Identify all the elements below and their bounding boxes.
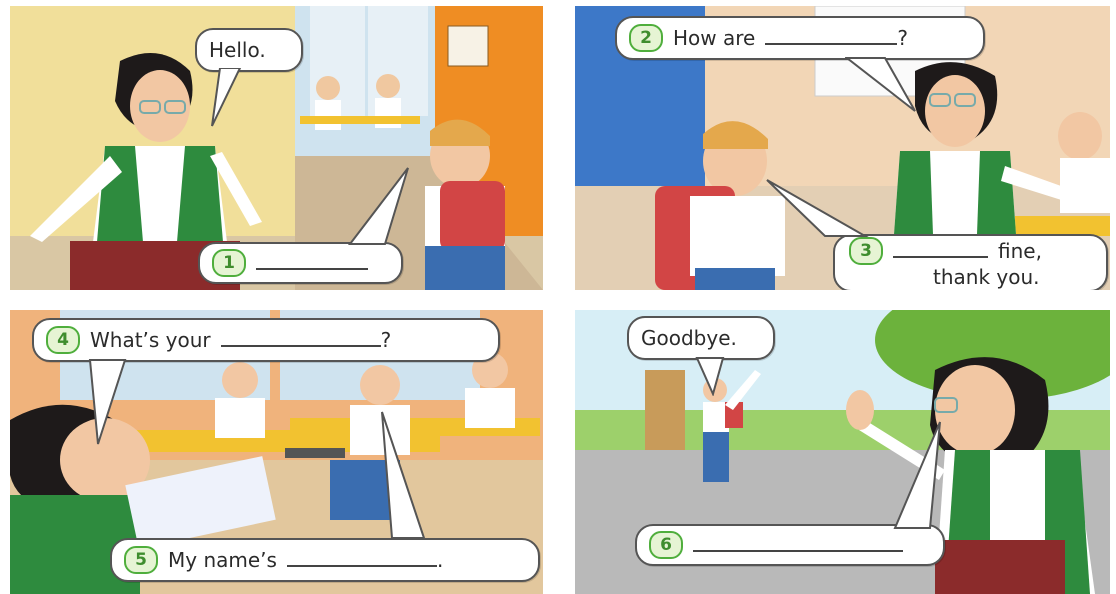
panel-1 — [10, 6, 543, 290]
bubble-text-after: . — [436, 548, 444, 572]
panel-2 — [575, 6, 1110, 290]
bubble-tail — [765, 178, 875, 238]
answer-bubble-3 — [833, 234, 1108, 290]
bubble-text-before: My name’s — [168, 548, 277, 572]
bubble-text-after: fine, — [998, 239, 1042, 263]
speech-bubble-how-are — [615, 16, 985, 60]
number-badge: 5 — [124, 546, 158, 574]
fill-in-blank-6[interactable] — [693, 550, 903, 552]
answer-bubble-5 — [110, 538, 540, 582]
bubble-text: Hello. — [209, 38, 266, 62]
panel-4 — [575, 310, 1110, 594]
fill-in-blank-5[interactable] — [287, 565, 437, 567]
bubble-tail — [845, 56, 925, 116]
speech-bubble-goodbye — [627, 316, 775, 360]
bubble-text-line2: thank you. — [933, 265, 1040, 289]
bubble-tail — [330, 166, 410, 246]
bubble-tail — [380, 410, 430, 540]
fill-in-blank-4[interactable] — [221, 345, 381, 347]
fill-in-blank-1[interactable] — [256, 268, 368, 270]
bubble-tail — [80, 358, 140, 448]
number-badge: 6 — [649, 531, 683, 559]
number-badge: 1 — [212, 249, 246, 277]
speech-bubble-whats-your — [32, 318, 500, 362]
bubble-text-before: How are — [673, 26, 756, 50]
speech-bubble-hello — [195, 28, 303, 72]
bubble-text-before: What’s your — [90, 328, 211, 352]
bubble-text-after: ? — [380, 328, 392, 352]
number-badge: 3 — [849, 237, 883, 265]
fill-in-blank-3[interactable] — [893, 256, 988, 258]
number-badge: 2 — [629, 24, 663, 52]
answer-bubble-6 — [635, 524, 945, 566]
panel-3 — [10, 310, 543, 594]
bubble-tail — [693, 356, 733, 396]
bubble-text: Goodbye. — [641, 326, 737, 350]
bubble-tail — [855, 420, 945, 530]
bubble-tail — [210, 68, 250, 128]
number-badge: 4 — [46, 326, 80, 354]
answer-bubble-1 — [198, 242, 403, 284]
fill-in-blank-2[interactable] — [765, 43, 897, 45]
bubble-text-after: ? — [897, 26, 908, 50]
